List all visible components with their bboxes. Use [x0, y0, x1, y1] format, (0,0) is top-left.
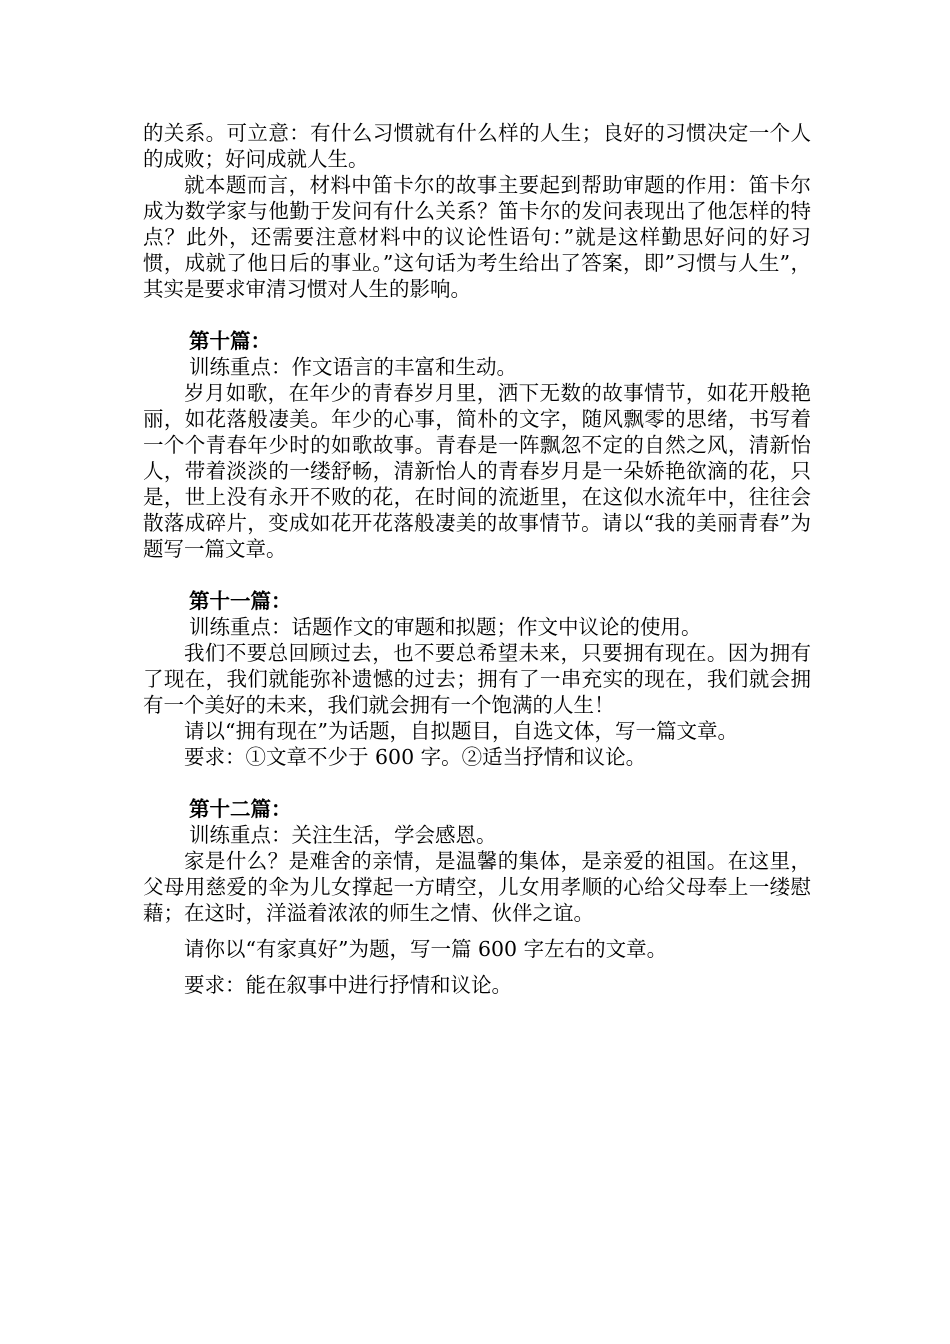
section-paragraph: 请你以“有家真好”为题，写一篇 600 字左右的文章。: [184, 937, 668, 961]
training-focus: 训练重点：话题作文的审题和拟题；作文中议论的使用。: [189, 615, 702, 639]
section-paragraph: 岁月如歌，在年少的青春岁月里，洒下无数的故事情节，如花开般艳丽，如花落般凄美。年少的心事，简朴的文字，随风飘零的思绪，书写着一个个青春年少时的如歌故事。青春是一阵飘忽不定的自然之风，清新怡人，带着淡淡的一缕舒畅，清新怡人的青春岁月是一朵娇艳欲滴的花，只是，世上没有永开不败的花，在时间的流逝里，在这似水流年中，往往会散落成碎片，变成如花开花落般凄美的故事情节。请以“我的美丽青春”为题写一篇文章。: [143, 381, 811, 561]
section-11: [143, 588, 811, 770]
section-paragraph: 请以“拥有现在”为话题，自拟题目，自选文体，写一篇文章。: [184, 719, 738, 743]
intro-paragraph: 的关系。可立意：有什么习惯就有什么样的人生；良好的习惯决定一个人的成败；好问成就人生。: [143, 121, 811, 171]
section-paragraph: 我们不要总回顾过去，也不要总希望未来，只要拥有现在。因为拥有了现在，我们就能弥补遗憾的过去；拥有了一串充实的现在，我们就会拥有一个美好的未来，我们就会拥有一个饱满的人生！: [143, 641, 811, 717]
section-heading: 第十篇：: [189, 329, 271, 353]
section-12: [143, 796, 811, 998]
section-paragraph: 家是什么？是难舍的亲情，是温馨的集体，是亲爱的祖国。在这里，父母用慈爱的伞为儿女撑起一方晴空，儿女用孝顺的心给父母奉上一缕慰藉；在这时，洋溢着浓浓的师生之情、伙伴之谊。: [143, 849, 811, 925]
document-page: [143, 120, 811, 998]
section-requirement: 要求：能在叙事中进行抒情和议论。: [184, 973, 512, 997]
intro-paragraph: 就本题而言，材料中笛卡尔的故事主要起到帮助审题的作用：笛卡尔成为数学家与他勤于发问有什么关系？笛卡尔的发问表现出了他怎样的特点？此外，还需要注意材料中的议论性语句：”就是这样勤思好问的好习惯，成就了他日后的事业。”这句话为考生给出了答案，即”习惯与人生”，其实是要求审清习惯对人生的影响。: [143, 173, 811, 301]
section-10: [143, 328, 811, 562]
training-focus: 训练重点：作文语言的丰富和生动。: [189, 355, 517, 379]
section-heading: 第十一篇：: [189, 589, 292, 613]
training-focus: 训练重点：关注生活，学会感恩。: [189, 823, 497, 847]
section-requirement: 要求：①文章不少于 600 字。②适当抒情和议论。: [184, 745, 647, 769]
section-heading: 第十二篇：: [189, 797, 292, 821]
